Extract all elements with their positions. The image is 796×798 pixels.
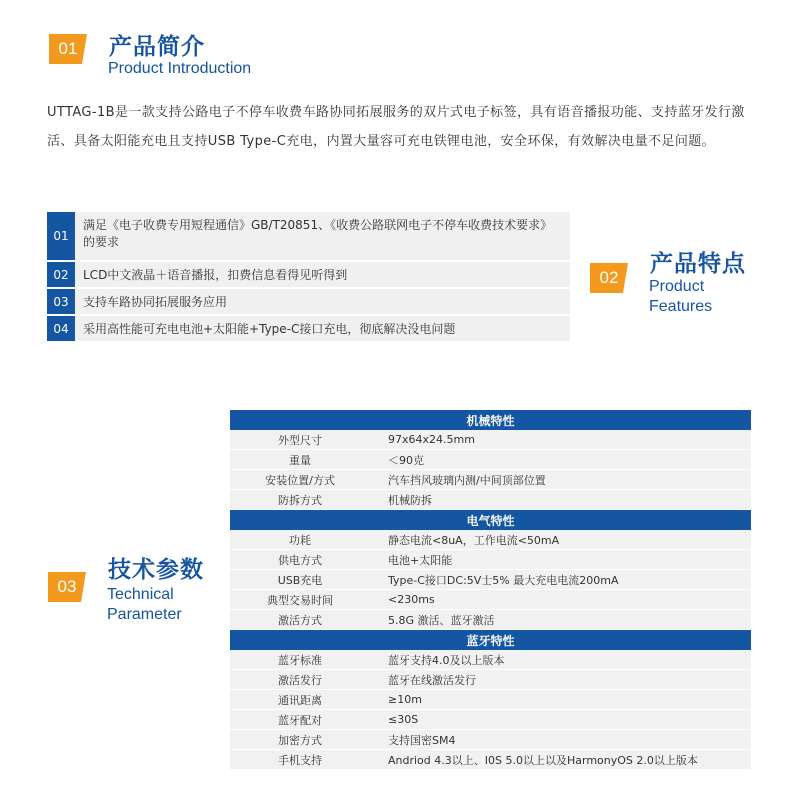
list-item	[47, 212, 570, 260]
spec-label: USB充电	[230, 570, 370, 590]
spec-value: 静态电流<8uA，工作电流<50mA	[370, 530, 751, 550]
spec-value: 蓝牙支持4.0及以上版本	[370, 650, 751, 670]
table-row	[230, 570, 751, 590]
section-title-en: Product Introduction	[108, 60, 252, 77]
spec-label: 重量	[230, 450, 370, 470]
spec-value: 机械防拆	[370, 490, 751, 510]
spec-value: Andriod 4.3以上、I0S 5.0以上以及HarmonyOS 2.0以上版本	[370, 750, 751, 770]
spec-value: ≥10m	[370, 690, 751, 710]
table-row	[230, 490, 751, 510]
feature-number: 03	[47, 289, 75, 314]
section-badge-03	[48, 572, 86, 602]
spec-value: 97x64x24.5mm	[370, 430, 751, 450]
spec-value: 5.8G 激活、蓝牙激活	[370, 610, 751, 630]
spec-table	[230, 410, 751, 770]
features-list	[47, 212, 570, 343]
table-row	[230, 610, 751, 630]
list-item	[47, 316, 570, 341]
table-row	[230, 430, 751, 450]
section-number: 03	[57, 577, 77, 596]
intro-paragraph: UTTAG-1B是一款支持公路电子不停车收费车路协同拓展服务的双片式电子标签，具有语音播报功能、支持蓝牙发行激活、具备太阳能充电且支持USB Type-C充电，内置大量容可充电铁锂电池，安全环保，有效解决电量不足问题。	[47, 105, 745, 149]
spec-label: 功耗	[230, 530, 370, 550]
section-number: 01	[58, 39, 78, 58]
spec-label: 激活发行	[230, 670, 370, 690]
spec-label: 蓝牙标准	[230, 650, 370, 670]
table-row	[230, 450, 751, 470]
spec-group-header: 机械特性	[230, 410, 751, 430]
table-row	[230, 750, 751, 770]
spec-group-header: 电气特性	[230, 510, 751, 531]
feature-text: 采用高性能可充电电池+太阳能+Type-C接口充电，彻底解决没电问题	[83, 322, 456, 336]
spec-value: 蓝牙在线激活发行	[370, 670, 751, 690]
section-badge-02	[590, 263, 628, 293]
section-title-en-line2: Parameter	[107, 606, 182, 623]
section-number: 02	[599, 268, 619, 287]
table-row	[230, 730, 751, 750]
spec-value: 支持国密SM4	[370, 730, 751, 750]
spec-value: 汽车挡风玻璃内测/中间顶部位置	[370, 470, 751, 490]
feature-number: 04	[47, 316, 75, 341]
feature-text: LCD中文液晶＋语音播报，扣费信息看得见听得到	[83, 268, 348, 282]
table-row	[230, 590, 751, 610]
section-badge-01	[49, 34, 87, 64]
section-title-cn: 产品特点	[650, 251, 746, 277]
section-title-en-line1: Technical	[107, 586, 174, 603]
section-title-cn: 产品简介	[109, 34, 205, 60]
table-row	[230, 650, 751, 670]
table-row	[230, 670, 751, 690]
spec-label: 通讯距离	[230, 690, 370, 710]
section-title-en-line1: Product	[649, 278, 705, 295]
table-row	[230, 550, 751, 570]
spec-value: 电池+太阳能	[370, 550, 751, 570]
table-row	[230, 470, 751, 490]
feature-text: 满足《电子收费专用短程通信》GB/T20851、《收费公路联网电子不停车收费技术要求》的要求	[83, 218, 553, 249]
spec-value: ＜90克	[370, 450, 751, 470]
spec-label: 防拆方式	[230, 490, 370, 510]
feature-number: 02	[47, 262, 75, 287]
spec-label: 蓝牙配对	[230, 710, 370, 730]
spec-value: Type-C接口DC:5V士5% 最大充电电流200mA	[370, 570, 751, 590]
list-item	[47, 262, 570, 287]
spec-group-header: 蓝牙特性	[230, 630, 751, 651]
spec-value: ≤30S	[370, 710, 751, 730]
section-title-cn: 技术参数	[108, 557, 204, 583]
table-row	[230, 690, 751, 710]
spec-label: 供电方式	[230, 550, 370, 570]
feature-text: 支持车路协同拓展服务应用	[83, 295, 228, 309]
spec-label: 外型尺寸	[230, 430, 370, 450]
spec-label: 手机支持	[230, 750, 370, 770]
list-item	[47, 289, 570, 314]
feature-number: 01	[47, 212, 75, 260]
spec-label: 典型交易时间	[230, 590, 370, 610]
spec-label: 激活方式	[230, 610, 370, 630]
spec-value: <230ms	[370, 590, 751, 610]
spec-label: 加密方式	[230, 730, 370, 750]
spec-label: 安装位置/方式	[230, 470, 370, 490]
table-row	[230, 710, 751, 730]
table-row	[230, 530, 751, 550]
section-title-en-line2: Features	[649, 298, 713, 315]
